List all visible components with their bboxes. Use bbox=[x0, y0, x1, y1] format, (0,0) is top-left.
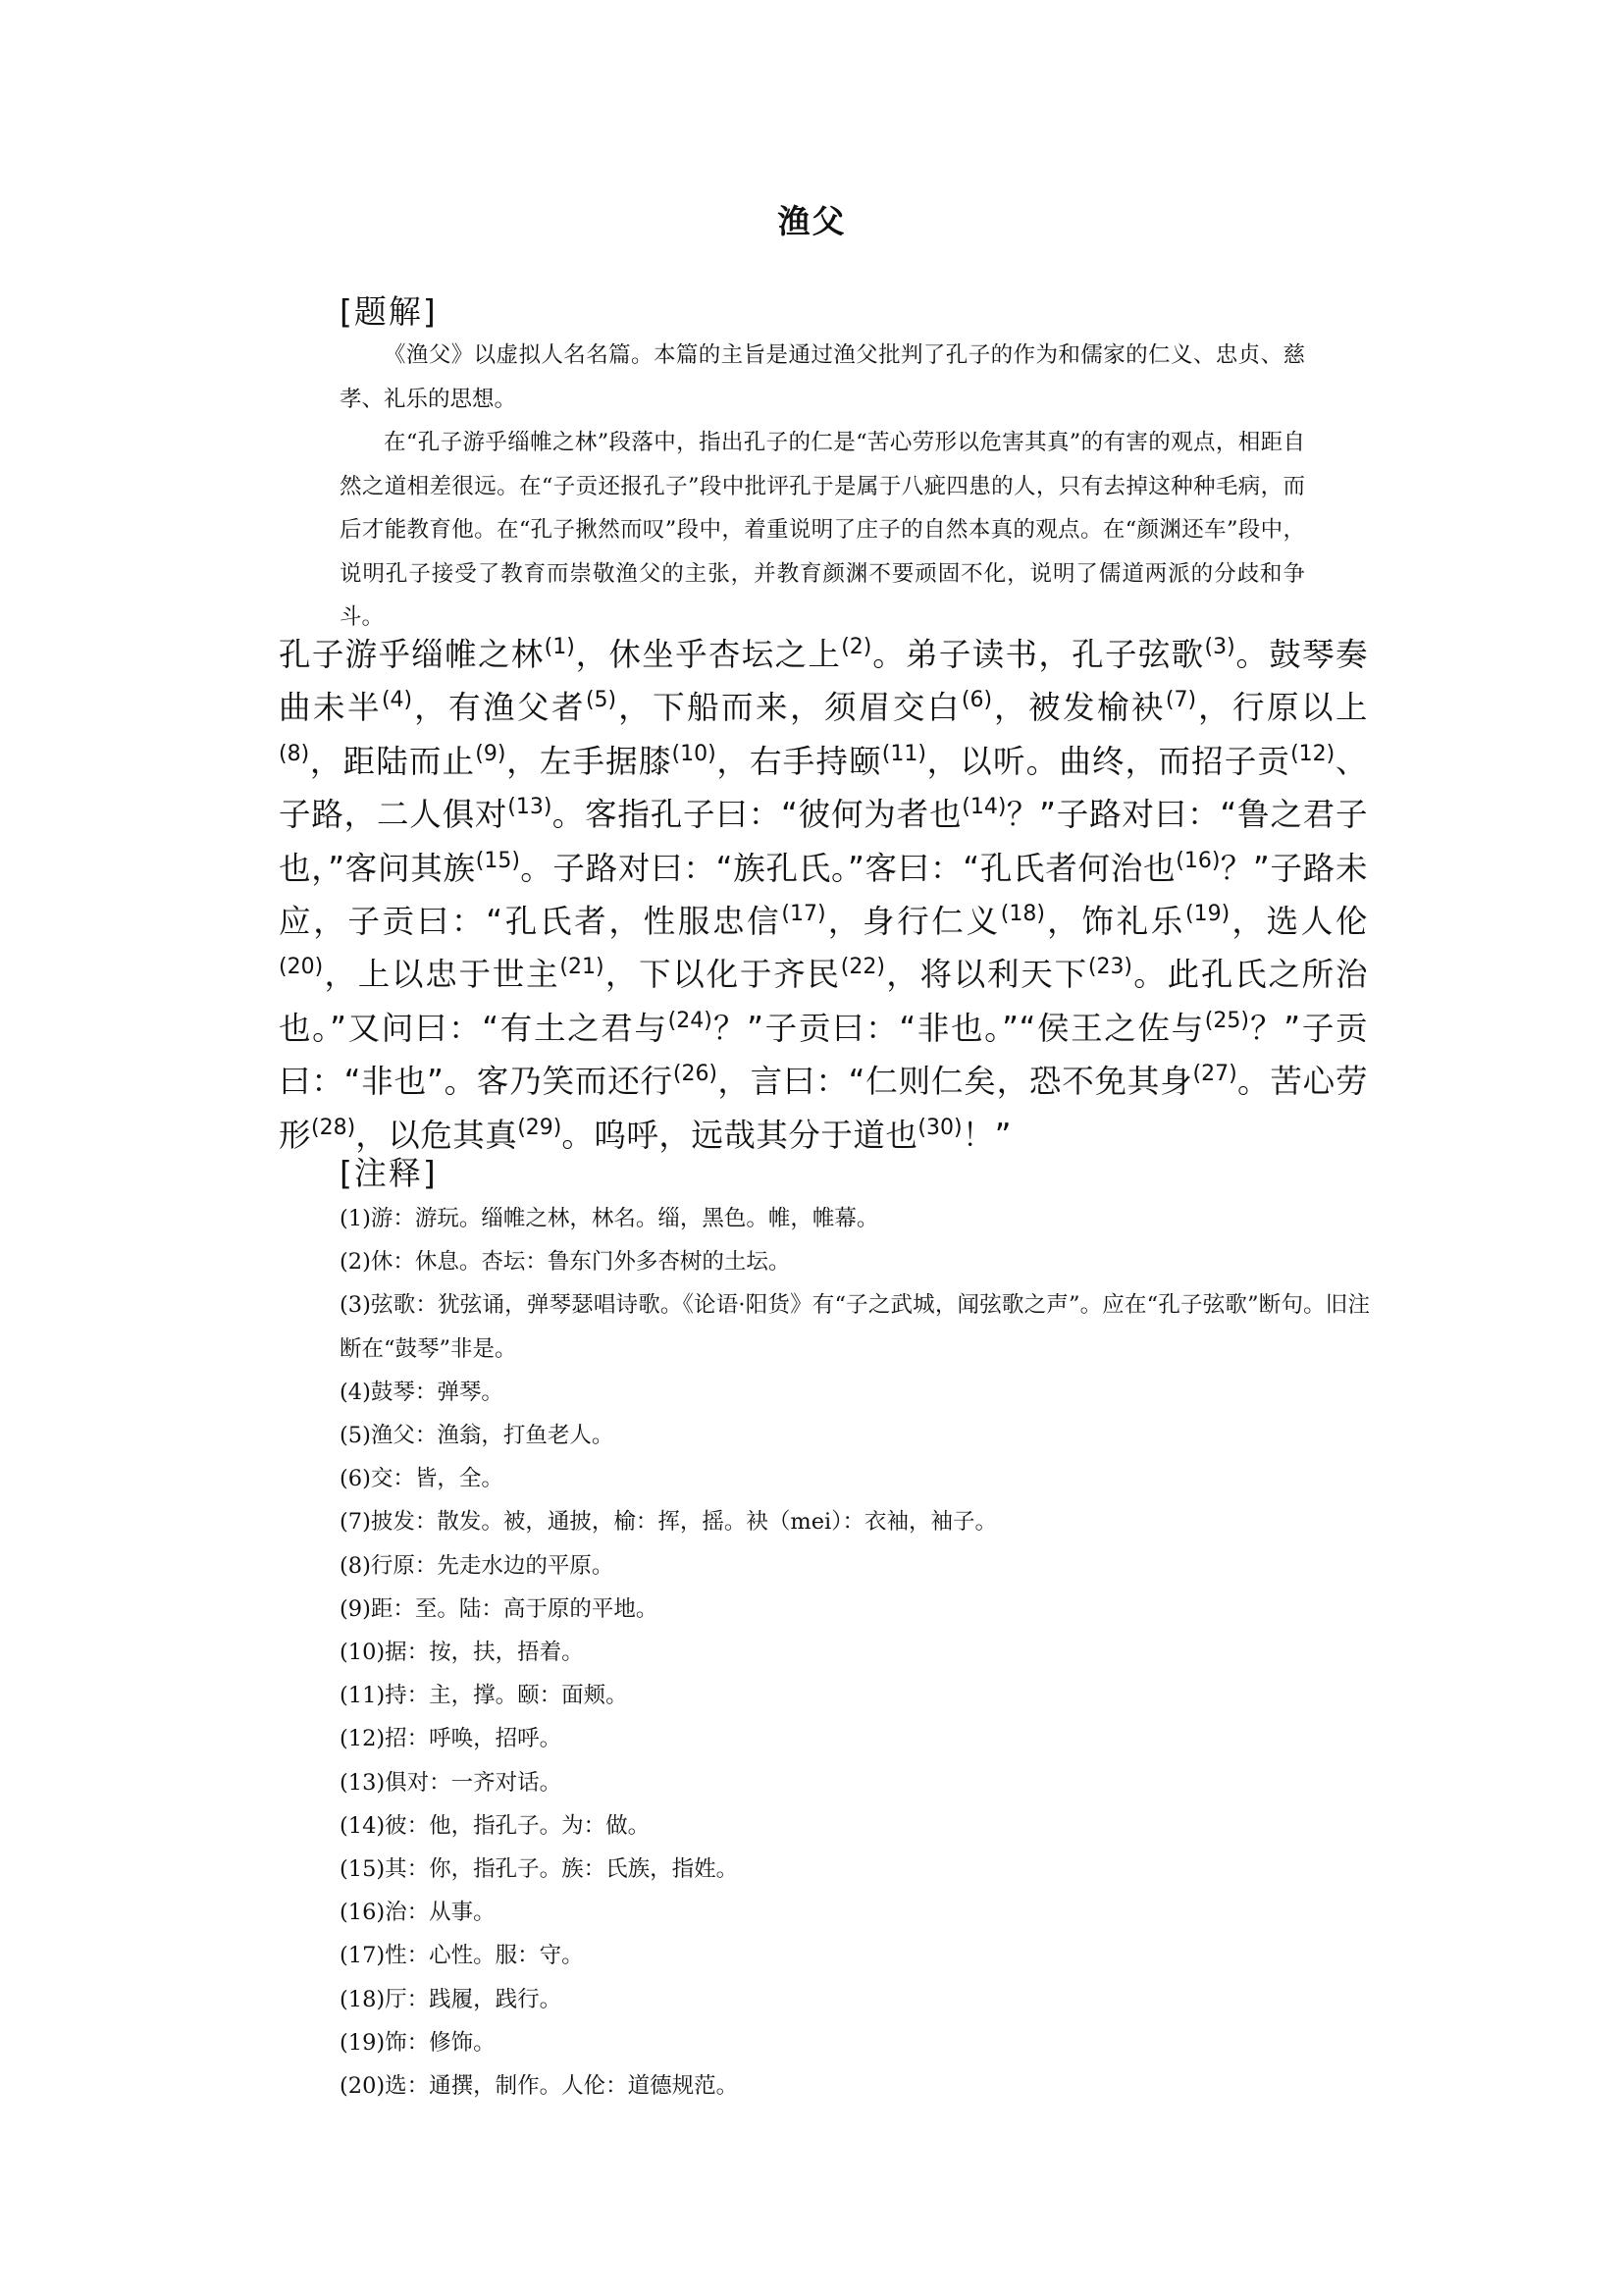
note-reference-marker[interactable]: (11) bbox=[881, 741, 926, 766]
note-item: (11)持：主，撑。颐：面颊。 bbox=[340, 1683, 628, 1709]
note-reference-marker[interactable]: (25) bbox=[1204, 1008, 1249, 1033]
note-reference-marker[interactable]: (7) bbox=[1165, 688, 1197, 713]
main-text-segment: 孔子游乎缁帷之林 bbox=[279, 636, 545, 673]
note-reference-marker[interactable]: (13) bbox=[507, 795, 552, 820]
note-item: (8)行原：先走水边的平原。 bbox=[340, 1552, 614, 1579]
main-text-segment: ，以危其真 bbox=[355, 1116, 518, 1154]
note-reference-marker[interactable]: (8) bbox=[279, 741, 310, 766]
note-reference-marker[interactable]: (1) bbox=[544, 635, 575, 659]
note-reference-marker[interactable]: (12) bbox=[1290, 741, 1336, 766]
note-reference-marker[interactable]: (14) bbox=[962, 795, 1007, 820]
main-text bbox=[279, 628, 1368, 1162]
note-reference-marker[interactable]: (15) bbox=[475, 848, 520, 873]
main-text-segment: ，左手据膝 bbox=[505, 742, 672, 780]
note-item: (7)披发：散发。被，通披，榆：挥，摇。袂（mei）：衣袖，袖子。 bbox=[340, 1509, 997, 1536]
note-reference-marker[interactable]: (17) bbox=[781, 902, 826, 927]
main-text-segment: ！” bbox=[962, 1116, 1012, 1154]
note-item: (12)招：呼唤，招呼。 bbox=[340, 1726, 562, 1752]
note-reference-marker[interactable]: (22) bbox=[840, 955, 885, 980]
main-text-segment: ，以听。曲终，而招子贡 bbox=[925, 742, 1291, 780]
note-reference-marker[interactable]: (29) bbox=[517, 1115, 562, 1140]
main-text-segment: ？”子贡曰：“非也。”“侯王之佐与 bbox=[711, 1009, 1205, 1047]
notes-list bbox=[340, 1197, 1370, 2108]
note-reference-marker[interactable]: (3) bbox=[1204, 635, 1235, 659]
main-text-segment: ，休坐乎杏坛之上 bbox=[574, 636, 842, 673]
main-text-segment: ，距陆而止 bbox=[309, 742, 476, 780]
note-reference-marker[interactable]: (18) bbox=[1000, 902, 1045, 927]
note-item: (4)鼓琴：弹琴。 bbox=[340, 1379, 503, 1405]
note-item: (19)饰：修饰。 bbox=[340, 2029, 496, 2056]
note-item: (5)渔父：渔翁，打鱼老人。 bbox=[340, 1423, 614, 1449]
note-reference-marker[interactable]: (2) bbox=[841, 635, 872, 659]
note-item: (9)距：至。陆：高于原的平地。 bbox=[340, 1595, 658, 1622]
note-item: (6)交：皆，全。 bbox=[340, 1466, 503, 1492]
note-reference-marker[interactable]: (19) bbox=[1185, 902, 1231, 927]
note-item: (18)厅：践履，践行。 bbox=[340, 1986, 562, 2012]
note-reference-marker[interactable]: (16) bbox=[1176, 848, 1221, 873]
note-reference-marker[interactable]: (27) bbox=[1192, 1062, 1237, 1087]
note-item: (14)彼：他，指孔子。为：做。 bbox=[340, 1812, 651, 1839]
note-reference-marker[interactable]: (20) bbox=[279, 955, 324, 980]
note-reference-marker[interactable]: (9) bbox=[475, 741, 506, 766]
note-item: (20)选：通撰，制作。人伦：道德规范。 bbox=[340, 2073, 739, 2100]
intro-paragraph: 《渔父》以虚拟人名名篇。本篇的主旨是通过渔父批判了孔子的作为和儒家的仁义、忠贞、慈孝、礼乐的思想。 bbox=[340, 342, 1305, 412]
main-text-segment: ，言曰：“仁则仁矣，恐不免其身 bbox=[717, 1063, 1193, 1101]
main-text-segment: ？”子路未应，子贡曰：“孔氏者，性服忠信 bbox=[279, 849, 1368, 941]
main-text-segment: ，下以化于齐民 bbox=[603, 956, 841, 994]
note-reference-marker[interactable]: (6) bbox=[961, 688, 993, 713]
note-item: (16)治：从事。 bbox=[340, 1900, 496, 1926]
note-item: (2)休：休息。杏坛：鲁东门外多杏树的土坛。 bbox=[340, 1249, 791, 1276]
note-item: (1)游：游玩。缁帷之林，林名。缁，黑色。帷，帷幕。 bbox=[340, 1206, 879, 1231]
main-text-segment: 。鼓琴奏曲未半 bbox=[279, 636, 1368, 727]
note-item: (3)弦歌：犹弦诵，弹琴瑟唱诗歌。《论语·阳货》有“子之武城，闻弦歌之声”。应在“孔子弦歌”断句。旧注断在“鼓琴”非是。 bbox=[340, 1292, 1370, 1362]
main-text-segment: ，行原以上 bbox=[1196, 689, 1368, 727]
main-text-segment: ，有渔父者 bbox=[412, 689, 586, 727]
note-reference-marker[interactable]: (10) bbox=[671, 741, 716, 766]
main-text-segment: 。客指孔子曰：“彼何为者也 bbox=[551, 796, 963, 834]
main-text-segment: 。苦心劳形 bbox=[279, 1063, 1368, 1154]
main-text-segment: ，身行仁义 bbox=[825, 903, 1001, 941]
main-text-segment: ，饰礼乐 bbox=[1044, 903, 1185, 941]
main-text-segment: 、子路，二人俱对 bbox=[279, 742, 1368, 834]
intro-paragraph: 在“孔子游乎缁帷之林”段落中，指出孔子的仁是“苦心劳形以危害其真”的有害的观点，相距自然之道相差很远。在“子贡还报孔子”段中批评孔于是属于八疵四患的人，只有去掉这种种毛病，而后才能教育他。在“孔子揪然而叹”段中，着重说明了庄子的自然本真的观点。在“颜渊还车”段中，说明孔子接受了教育而崇敬渔父的主张，并教育颜渊不要顽固不化，说明了儒道两派的分歧和争斗。 bbox=[340, 430, 1305, 630]
main-text-segment: ，下船而来，须眉交白 bbox=[616, 689, 962, 727]
main-text-segment: ，将以利天下 bbox=[884, 956, 1088, 994]
note-item: (10)据：按，扶，捂着。 bbox=[340, 1640, 584, 1666]
note-reference-marker[interactable]: (5) bbox=[585, 688, 617, 713]
main-text-segment: 。子路对曰：“族孔氏。”客曰：“孔氏者何治也 bbox=[519, 849, 1177, 887]
page-title: 渔父 bbox=[777, 202, 847, 240]
main-text-segment: 。弟子读书，孔子弦歌 bbox=[871, 636, 1205, 673]
main-text-segment: ，右手持颐 bbox=[715, 742, 882, 780]
note-reference-marker[interactable]: (30) bbox=[917, 1115, 963, 1140]
note-item: (15)其：你，指孔子。族：氏族，指姓。 bbox=[340, 1856, 739, 1883]
note-item: (17)性：心性。服：守。 bbox=[340, 1943, 584, 1969]
main-text-segment: ，上以忠于世主 bbox=[323, 956, 560, 994]
note-item: (13)俱对：一齐对话。 bbox=[340, 1769, 562, 1796]
main-text-segment: ，选人伦 bbox=[1230, 903, 1368, 941]
intro-section bbox=[340, 334, 1305, 640]
main-text-segment: 。此孔氏之所治也。”又问曰：“有土之君与 bbox=[279, 956, 1368, 1047]
note-reference-marker[interactable]: (24) bbox=[667, 1008, 712, 1033]
note-reference-marker[interactable]: (23) bbox=[1087, 955, 1133, 980]
main-text-segment: 。呜呼，远哉其分于道也 bbox=[561, 1116, 918, 1154]
note-reference-marker[interactable]: (28) bbox=[311, 1115, 356, 1140]
note-reference-marker[interactable]: (21) bbox=[559, 955, 604, 980]
intro-heading: [题解] bbox=[340, 292, 438, 331]
main-text-segment: ？”子路对曰：“鲁之君子也，”客问其族 bbox=[279, 796, 1368, 887]
note-reference-marker[interactable]: (4) bbox=[381, 688, 413, 713]
main-text-segment: ？”子贡曰：“非也”。客乃笑而还行 bbox=[279, 1009, 1368, 1101]
note-reference-marker[interactable]: (26) bbox=[672, 1062, 718, 1087]
notes-heading: [注释] bbox=[340, 1154, 438, 1192]
main-text-segment: ，被发榆袂 bbox=[992, 689, 1166, 727]
